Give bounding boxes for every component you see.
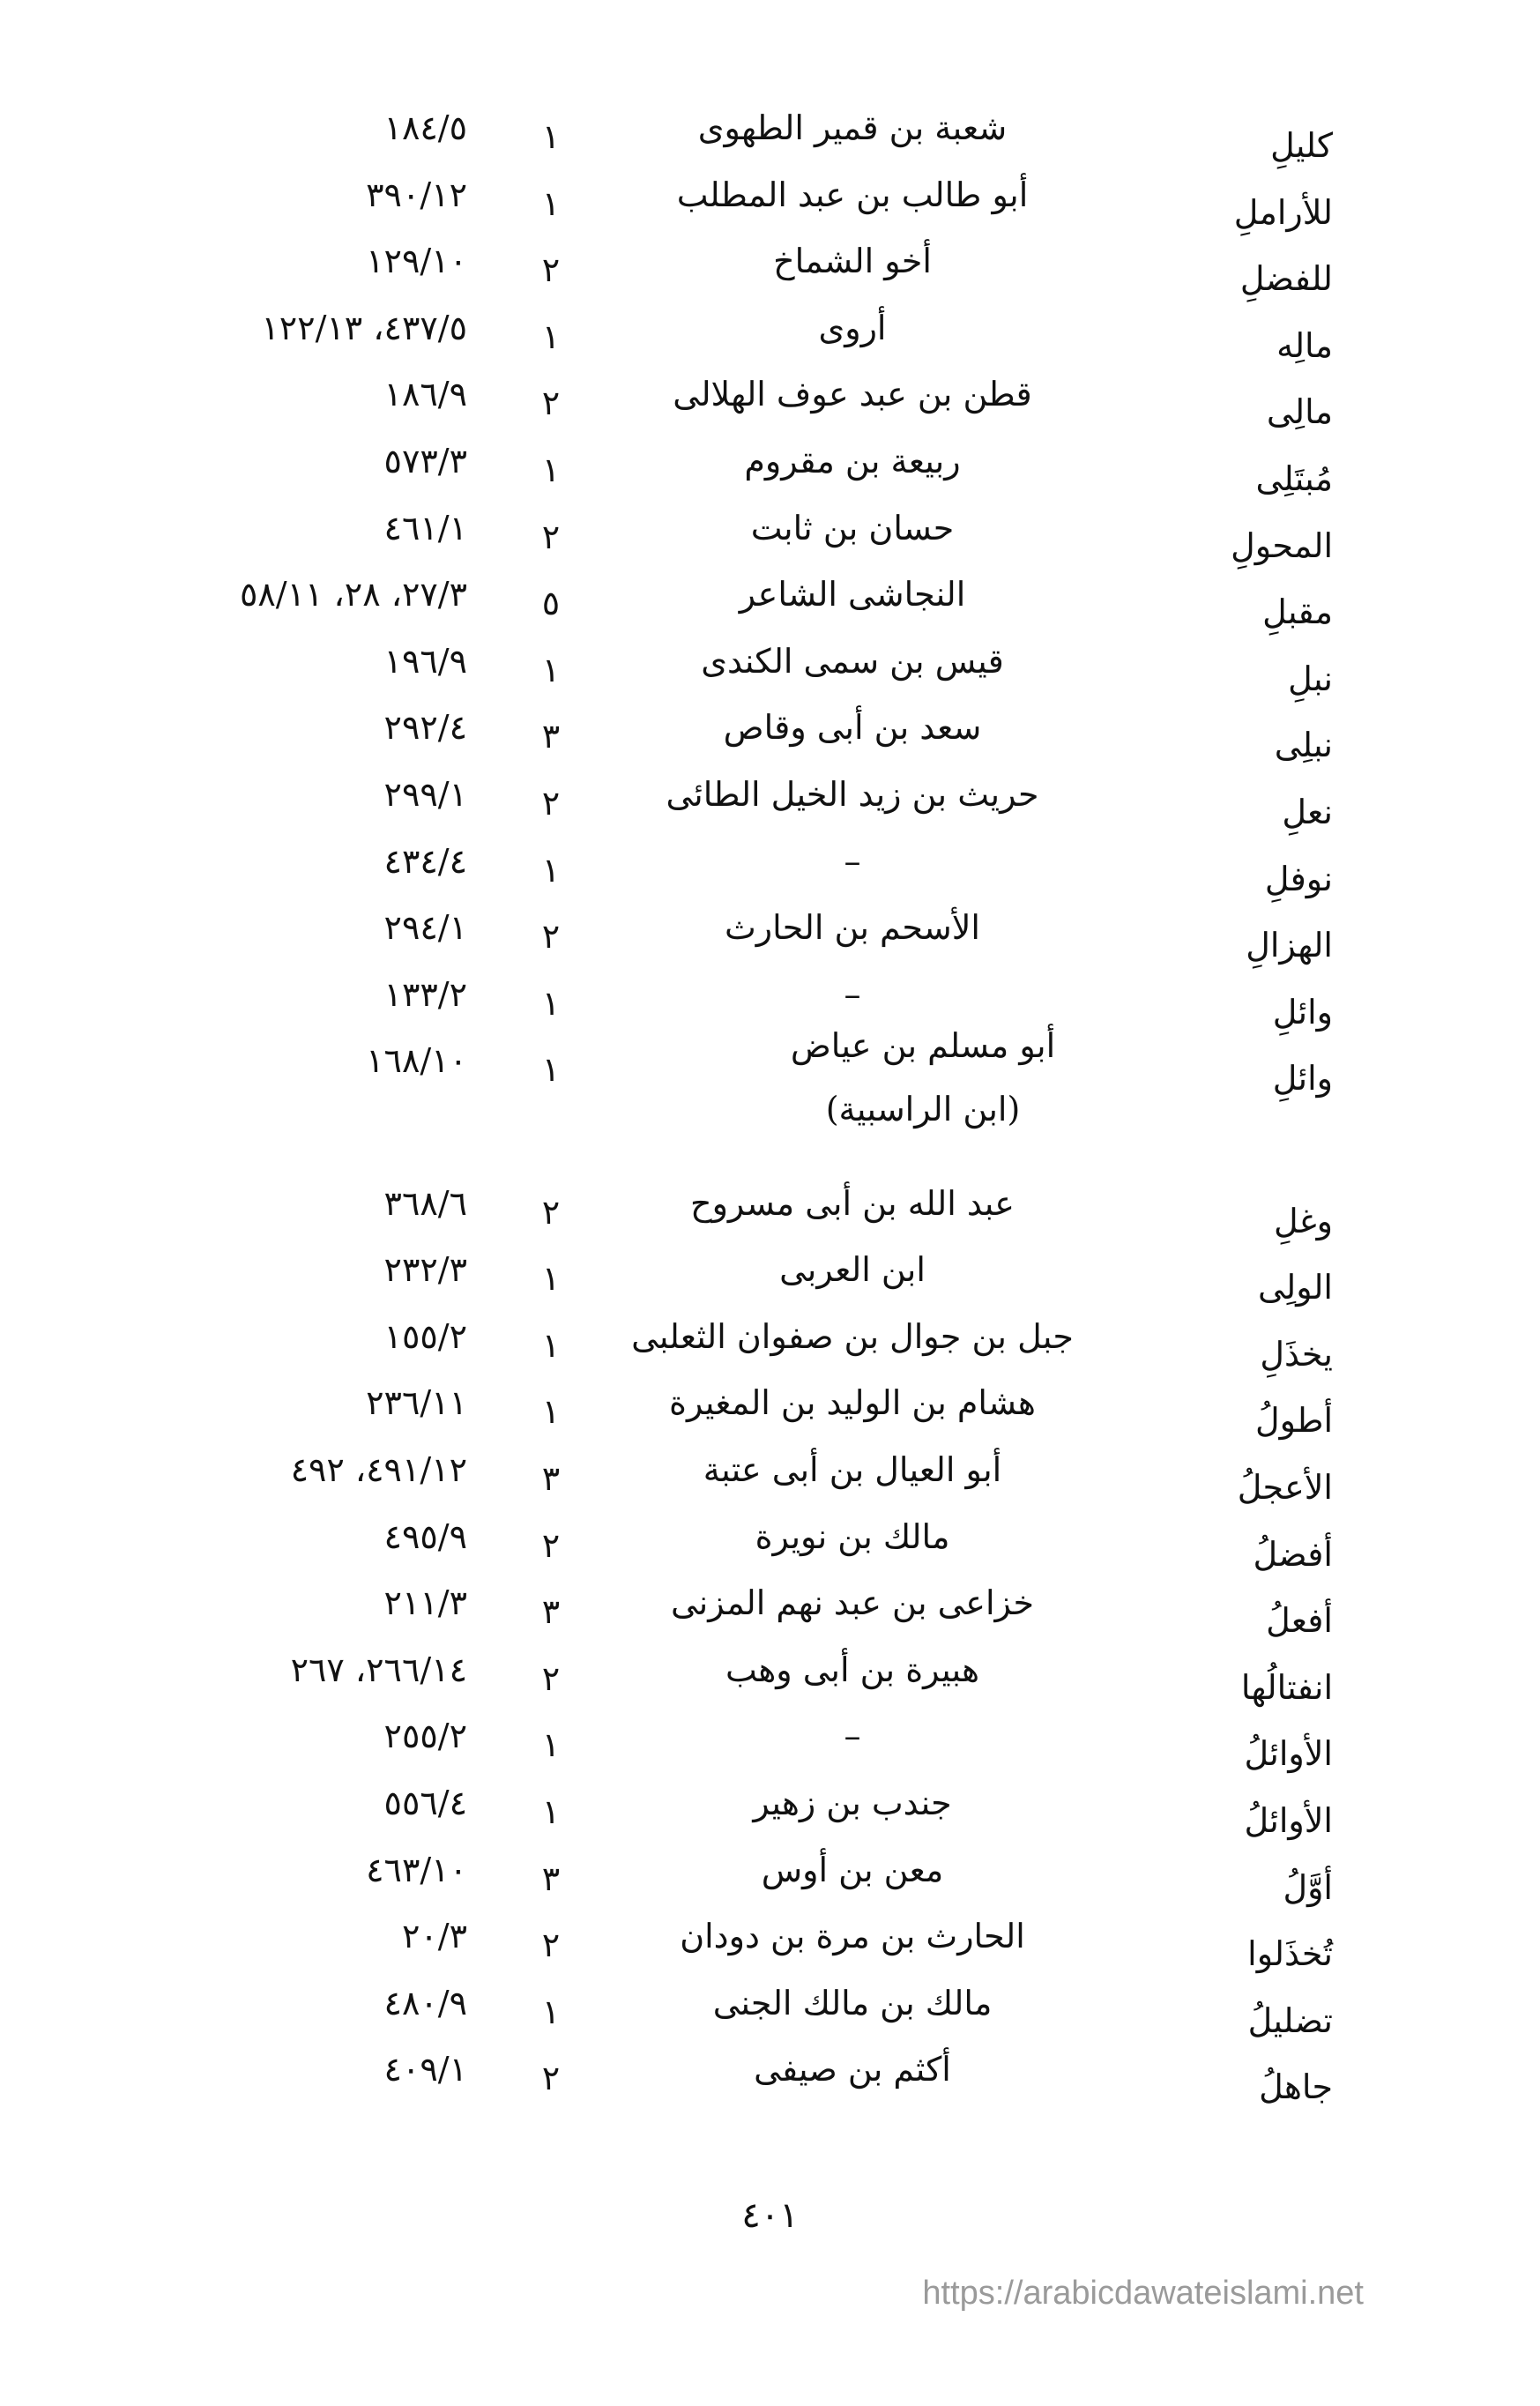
verse-count: ٣: [541, 717, 561, 756]
rhyme-word: الأوائلُ: [1244, 1801, 1333, 1840]
rhyme-word: المحولِ: [1231, 525, 1333, 565]
reference: ١٢٩/١٠: [366, 242, 467, 281]
reference: ٤٠٩/١: [383, 2050, 467, 2089]
table-row: [0, 363, 1540, 432]
poet-name: قطن بن عبد عوف الهلالى: [673, 375, 1032, 414]
verse-count: ١: [541, 1392, 561, 1432]
verse-count: ٢: [541, 2059, 561, 2098]
verse-count: ٢: [541, 1192, 561, 1232]
poet-name: الأسحم بن الحارث: [725, 908, 980, 948]
verse-count: ٣: [541, 1859, 561, 1898]
table-row: [0, 1506, 1540, 1574]
poet-name: قيس بن سمى الكندى: [701, 641, 1004, 681]
poet-name: هبيرة بن أبى وهب: [725, 1650, 980, 1689]
verse-count: ١: [541, 1992, 561, 2031]
table-row: [0, 563, 1540, 632]
verse-count: ٢: [541, 384, 561, 423]
rhyme-word: للأراملِ: [1233, 192, 1333, 232]
poet-name: أبو طالب بن عبد المطلب: [676, 175, 1029, 214]
reference: ٢١١/٣: [383, 1583, 467, 1623]
rhyme-word: انفتالُها: [1240, 1667, 1333, 1707]
poet-name: –: [844, 1717, 861, 1756]
poet-name: جبل بن جوال بن صفوان الثعلبى: [631, 1316, 1074, 1356]
rhyme-word: الهزالِ: [1246, 926, 1333, 965]
reference: ٤٦١/١: [383, 508, 467, 547]
reference: ١٦٨/١٠: [366, 1041, 467, 1081]
poet-name: خزاعى بن عبد نهم المزنى: [671, 1583, 1034, 1623]
table-row: [0, 1239, 1540, 1307]
verse-count: ١: [541, 650, 561, 689]
table-row: [0, 1173, 1540, 1240]
verse-count: ١: [541, 1792, 561, 1831]
reference: ٤٩١/١٢، ٤٩٢: [290, 1450, 467, 1489]
verse-count: ١: [541, 183, 561, 223]
table-row: [0, 1306, 1540, 1374]
reference: ٢٣٢/٣: [383, 1250, 467, 1290]
reference: ٢٣٦/١١: [366, 1383, 467, 1423]
poet-name: سعد بن أبى وقاص: [723, 708, 982, 748]
poet-name: حريث بن زيد الخيل الطائى: [666, 775, 1039, 814]
reference: ١٩٦/٩: [383, 641, 467, 681]
reference: ٥٥٦/٤: [383, 1784, 467, 1822]
rhyme-word: جاهلُ: [1259, 2067, 1333, 2107]
rhyme-word: وائلِ: [1272, 992, 1333, 1032]
rhyme-word: نوفلِ: [1264, 859, 1333, 898]
rhyme-word: يخذَلِ: [1260, 1334, 1333, 1374]
rhyme-word: وائلِ: [1272, 1059, 1333, 1099]
verse-count: ٣: [541, 1459, 561, 1498]
verse-count: ٢: [541, 784, 561, 823]
poet-name: الحارث بن مرة بن دودان: [680, 1917, 1025, 1956]
table-row: [0, 1572, 1540, 1641]
rhyme-word: نبلِ: [1288, 659, 1333, 698]
poet-name: حسان بن ثابت: [750, 508, 955, 547]
reference: ٣٦٨/٦: [383, 1183, 467, 1223]
verse-count: ١: [541, 1725, 561, 1765]
verse-count: ١: [541, 451, 561, 489]
poet-name: أكثم بن صيفى: [754, 2050, 951, 2089]
reference: ٤٦٣/١٠: [366, 1850, 467, 1889]
reference: ١٥٥/٢: [383, 1316, 467, 1356]
verse-count: ٢: [541, 1658, 561, 1698]
rhyme-word: الولِى: [1257, 1268, 1333, 1307]
reference: ٢٩٩/١: [383, 775, 467, 814]
reference: ٤٣٧/٥، ١٢٢/١٣: [261, 308, 467, 347]
table-row: [0, 696, 1540, 765]
poet-name: أبو العيال بن أبى عتبة: [703, 1450, 1002, 1489]
rhyme-word: مالِى: [1266, 392, 1333, 432]
table-row: [0, 497, 1540, 565]
verse-count: ١: [541, 1259, 561, 1299]
rhyme-word: كليلِ: [1270, 126, 1333, 165]
rhyme-word: الأوائلُ: [1244, 1734, 1333, 1774]
poet-name: أبو مسلم بن عياض (ابن الراسبية): [790, 1026, 1056, 1129]
rhyme-word: أوَّلُ: [1283, 1867, 1333, 1907]
rhyme-word: الأعجلُ: [1237, 1468, 1333, 1507]
reference: ١٨٤/٥: [383, 108, 467, 147]
table-row: [0, 831, 1540, 898]
poet-name: –: [844, 841, 861, 881]
rhyme-word: مالِه: [1276, 325, 1333, 365]
poet-name: جندب بن زهير: [753, 1784, 952, 1822]
rhyme-word: وغلِ: [1273, 1201, 1333, 1240]
verse-count: ٢: [541, 1926, 561, 1965]
verse-count: ١: [541, 117, 561, 156]
table-row: [0, 2038, 1540, 2107]
table-row: [0, 297, 1540, 365]
verse-count: ٢: [541, 1525, 561, 1565]
table-row: [0, 764, 1540, 831]
verse-count: ١: [541, 850, 561, 890]
rhyme-word: أفعلُ: [1266, 1601, 1333, 1641]
poet-name: مالك بن نويرة: [755, 1516, 950, 1556]
verse-count: ١: [541, 983, 561, 1023]
poet-name: النجاشى الشاعر: [739, 575, 966, 615]
rhyme-word: مقبلِ: [1262, 592, 1333, 632]
table-row: [0, 164, 1540, 232]
table-row: [0, 1972, 1540, 2040]
table-row: [0, 1372, 1540, 1441]
rhyme-word: تضليلُ: [1247, 2000, 1333, 2040]
rhyme-word: أطولُ: [1254, 1401, 1333, 1441]
verse-count: ٢: [541, 917, 561, 957]
reference: ٥٧٣/٣: [383, 442, 467, 480]
reference: ١٣٣/٢: [383, 974, 467, 1014]
rhyme-word: تُخذَلوا: [1247, 1934, 1333, 1974]
verse-count: ٢: [541, 250, 561, 290]
verse-count: ٥: [541, 584, 561, 623]
reference: ٣٩٠/١٢: [366, 175, 467, 214]
poet-name: هشام بن الوليد بن المغيرة: [669, 1383, 1036, 1423]
rhyme-word: للفضلِ: [1239, 259, 1333, 299]
table-row: [0, 1772, 1540, 1840]
poet-name: معن بن أوس: [761, 1850, 944, 1889]
reference: ٢٧/٣، ٢٨، ٥٨/١١: [239, 575, 467, 615]
reference: ٢٩٤/١: [383, 908, 467, 948]
poet-name: ربيعة بن مقروم: [744, 442, 961, 480]
poet-name: –: [844, 974, 861, 1014]
reference: ٢٥٥/٢: [383, 1717, 467, 1756]
poet-name: شعبة بن قمير الطهوى: [697, 108, 1008, 147]
table-row: [0, 1639, 1540, 1707]
table-row: [0, 230, 1540, 299]
table-row: [0, 630, 1540, 698]
table-row: [0, 897, 1540, 965]
reference: ٤٨٠/٩: [383, 1983, 467, 2022]
verse-count: ١: [541, 1325, 561, 1365]
reference: ٤٩٥/٩: [383, 1516, 467, 1556]
reference: ٤٣٤/٤: [383, 841, 467, 881]
reference: ٢٩٢/٤: [383, 708, 467, 748]
rhyme-word: أفضلُ: [1253, 1534, 1333, 1574]
reference: ٢٠/٣: [401, 1917, 467, 1956]
poet-name: مالك بن مالك الجنى: [712, 1983, 993, 2022]
verse-count: ١: [541, 317, 561, 356]
page-number: ٤٠١: [741, 2195, 799, 2236]
rhyme-word: مُبتَلِى: [1255, 459, 1333, 498]
table-row: [0, 430, 1540, 498]
table-row: [0, 1839, 1540, 1907]
rhyme-word: نعلِ: [1282, 793, 1333, 831]
poet-name: أروى: [818, 308, 887, 347]
reference: ١٨٦/٩: [383, 375, 467, 414]
table-row: [0, 97, 1540, 165]
table-row: [0, 1026, 1540, 1129]
table-row: [0, 1439, 1540, 1507]
poet-name: أخو الشماخ: [773, 242, 932, 281]
verse-count: ٢: [541, 517, 561, 556]
watermark-url: https://arabicdawateislami.net: [922, 2275, 1364, 2312]
reference: ٢٦٦/١٤، ٢٦٧: [290, 1650, 467, 1689]
poet-name: عبد الله بن أبى مسروح: [690, 1183, 1015, 1223]
rhyme-word: نبلِى: [1274, 726, 1333, 765]
table-row: [0, 1705, 1540, 1774]
poet-name: ابن العربى: [779, 1250, 926, 1290]
verse-count: ١: [541, 1050, 561, 1090]
verse-count: ٣: [541, 1592, 561, 1632]
table-row: [0, 1905, 1540, 1974]
